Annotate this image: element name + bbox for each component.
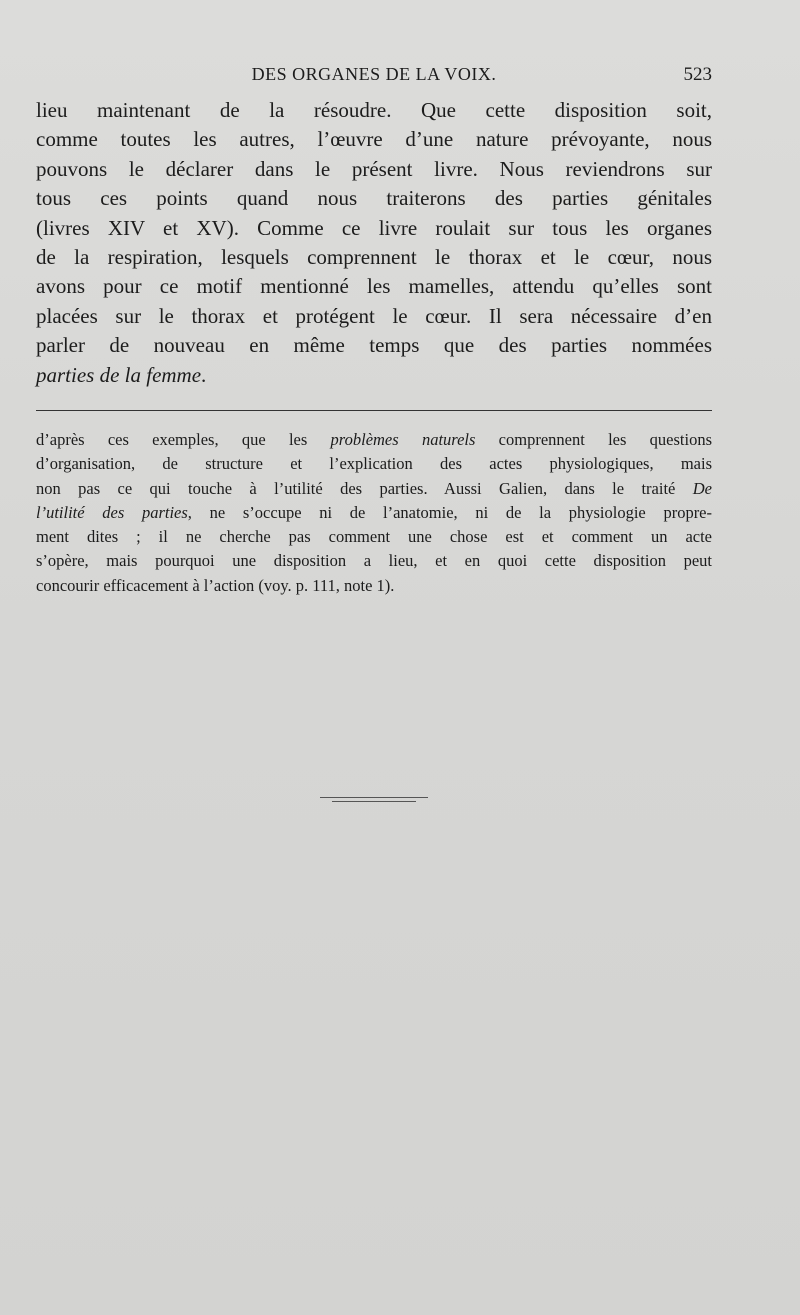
footnote-italic: De	[692, 478, 712, 498]
end-ornament	[320, 797, 428, 803]
text-line: de la respiration, lesquels comprennent le thorax et le cœur, nous	[36, 245, 712, 270]
text-line: lieu maintenant de la résoudre. Que cette disposition soit,	[36, 98, 712, 122]
footnote-text: non pas ce qui touche à l’utilité des parties. Aussi Galien, dans le traité	[36, 478, 693, 498]
footnote-line	[36, 428, 712, 452]
text-line: pouvons le déclarer dans le présent livre. Nous reviendrons sur	[36, 156, 712, 181]
line-end: .	[201, 362, 207, 387]
page-number: 523	[683, 64, 712, 85]
footnote-line: concourir efficacement à l’action (voy. p. 111, note 1).	[36, 575, 395, 595]
main-text	[36, 96, 712, 390]
ornament-rule	[320, 797, 428, 798]
italic-phrase: parties de la femme	[36, 362, 202, 387]
text-line: avons pour ce motif mentionné les mamelles, attendu qu’elles sont	[36, 274, 712, 299]
text-line: placées sur le thorax et protégent le cœur. Il sera nécessaire d’en	[36, 303, 712, 328]
footnote-line: ment dites ; il ne cherche pas comment une chose est et comment un acte	[36, 527, 712, 547]
footnote-line: s’opère, mais pourquoi une disposition a lieu, et en quoi cette disposition peut	[36, 551, 712, 571]
footnote-line	[36, 501, 712, 525]
footnote-italic: problèmes naturels	[330, 430, 476, 449]
text-line-last	[36, 361, 712, 390]
footnote	[36, 428, 712, 598]
page-header	[36, 60, 712, 94]
footnote-text: comprennent les questions	[475, 430, 713, 449]
text-line: (livres XIV et XV). Comme ce livre roulait sur tous les organes	[36, 215, 712, 240]
text-line: parler de nouveau en même temps que des parties nommées	[36, 333, 712, 358]
text-line: comme toutes les autres, l’œuvre d’une nature prévoyante, nous	[36, 127, 712, 152]
running-title: DES ORGANES DE LA VOIX.	[251, 64, 497, 84]
footnote-text: d’après ces exemples, que les	[36, 430, 331, 449]
footnote-rule	[36, 410, 712, 411]
footnote-text: , ne s’occupe ni de l’anatomie, ni de la physiologie propre-	[187, 502, 713, 522]
text-line: tous ces points quand nous traiterons des parties génitales	[36, 186, 712, 211]
footnote-italic: l’utilité des parties	[36, 502, 188, 522]
footnote-line: d’organisation, de structure et l’explication des actes physiologiques, mais	[36, 454, 712, 474]
footnote-line	[36, 477, 712, 501]
ornament-rule	[332, 801, 416, 802]
